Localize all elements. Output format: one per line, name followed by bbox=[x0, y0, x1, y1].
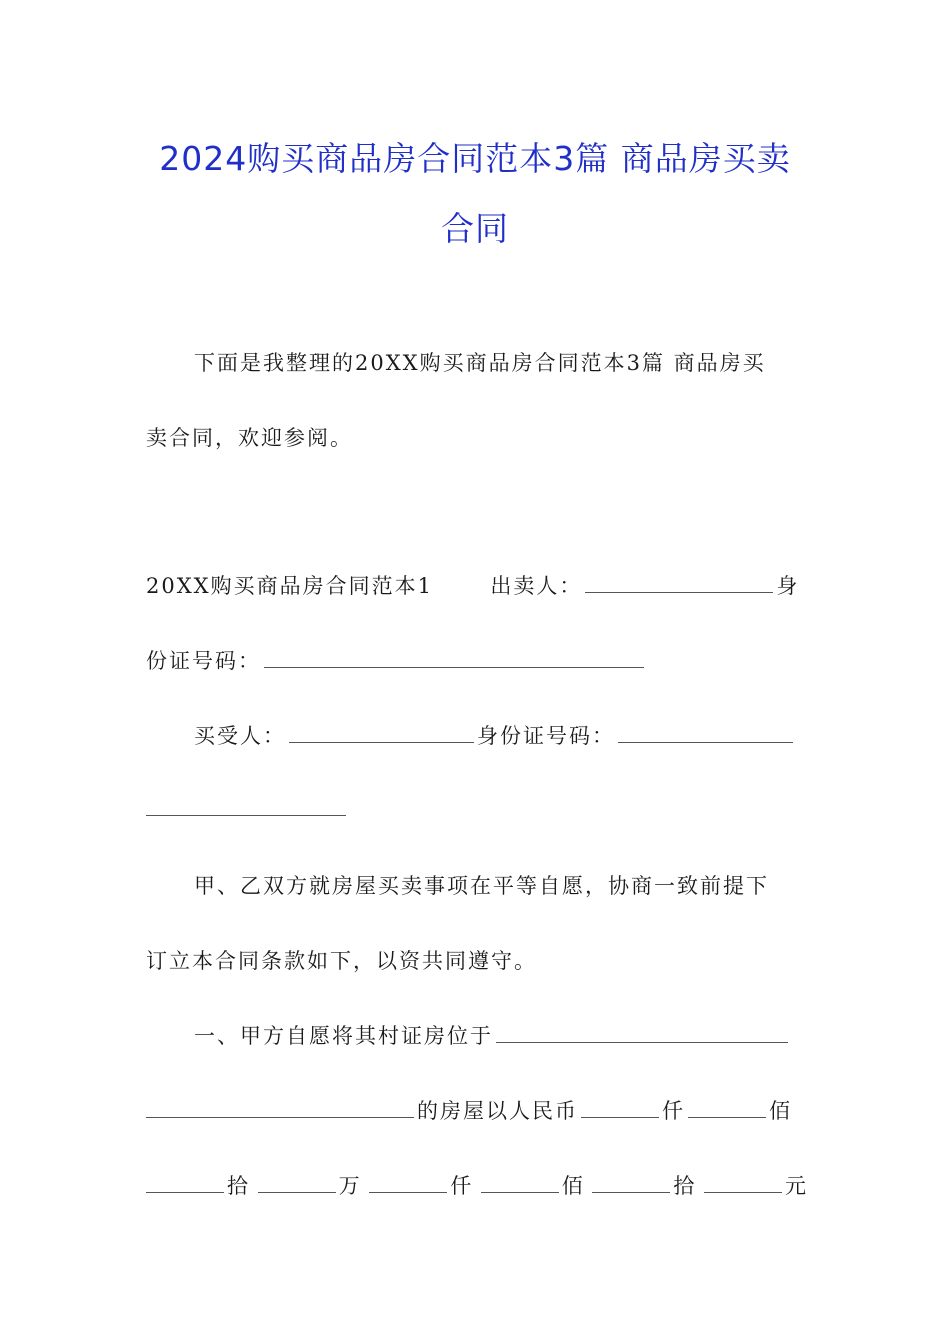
amount-blank bbox=[592, 1172, 670, 1193]
amount-blank bbox=[146, 1172, 224, 1193]
amount-unit: 万 bbox=[338, 1174, 360, 1198]
contract-heading: 20XX购买商品房合同范本1 bbox=[146, 574, 433, 598]
seller-label: 出卖人： bbox=[490, 574, 583, 598]
buyer-row bbox=[194, 720, 796, 750]
para1-line1: 甲、乙双方就房屋买卖事项在平等自愿，协商一致前提下 bbox=[194, 874, 769, 898]
unit-bai-label: 佰 bbox=[769, 1099, 792, 1123]
amount-unit: 佰 bbox=[561, 1174, 583, 1198]
seller-row bbox=[146, 570, 799, 600]
id-label-part2: 份证号码： bbox=[146, 649, 261, 673]
amount-blank bbox=[258, 1172, 336, 1193]
document-title-line2: 合同 bbox=[441, 209, 509, 248]
document-title-line1: 2024购买商品房合同范本3篇 商品房买卖 bbox=[159, 139, 791, 178]
buyer-label: 买受人： bbox=[194, 724, 286, 748]
intro-line1: 下面是我整理的20XX购买商品房合同范本3篇 商品房买 bbox=[194, 351, 766, 375]
buyer-id-continuation bbox=[146, 795, 349, 821]
clause1-mid: 的房屋以人民币 bbox=[417, 1099, 578, 1123]
amount-unit: 元 bbox=[784, 1174, 806, 1198]
clause1-start: 一、甲方自愿将其村证房位于 bbox=[194, 1024, 493, 1048]
location-blank-a bbox=[496, 1022, 788, 1043]
amount-blank bbox=[481, 1172, 559, 1193]
id-label-part1: 身 bbox=[776, 574, 800, 598]
amount-blank bbox=[369, 1172, 447, 1193]
seller-id-blank bbox=[264, 647, 644, 668]
clause1-row1 bbox=[194, 1020, 791, 1050]
amount-unit: 拾 bbox=[227, 1174, 248, 1198]
buyer-id-blank-a bbox=[618, 722, 793, 743]
location-blank-b bbox=[146, 1097, 414, 1118]
para1-line2: 订立本合同条款如下，以资共同遵守。 bbox=[146, 949, 537, 973]
buyer-blank bbox=[289, 722, 474, 743]
amount-blank-1 bbox=[581, 1097, 659, 1118]
intro-line2: 卖合同，欢迎参阅。 bbox=[146, 426, 353, 450]
amount-blank bbox=[704, 1172, 782, 1193]
seller-id-row bbox=[146, 645, 647, 675]
clause1-row3 bbox=[146, 1170, 806, 1200]
buyer-id-label: 身份证号码： bbox=[477, 724, 615, 748]
amount-unit: 仟 bbox=[450, 1174, 472, 1198]
buyer-id-blank-b bbox=[146, 795, 346, 816]
unit-qian-label: 仟 bbox=[662, 1099, 685, 1123]
amount-blank-2 bbox=[688, 1097, 766, 1118]
clause1-row2 bbox=[146, 1095, 792, 1125]
seller-blank bbox=[585, 572, 773, 593]
amount-unit: 拾 bbox=[673, 1174, 695, 1198]
